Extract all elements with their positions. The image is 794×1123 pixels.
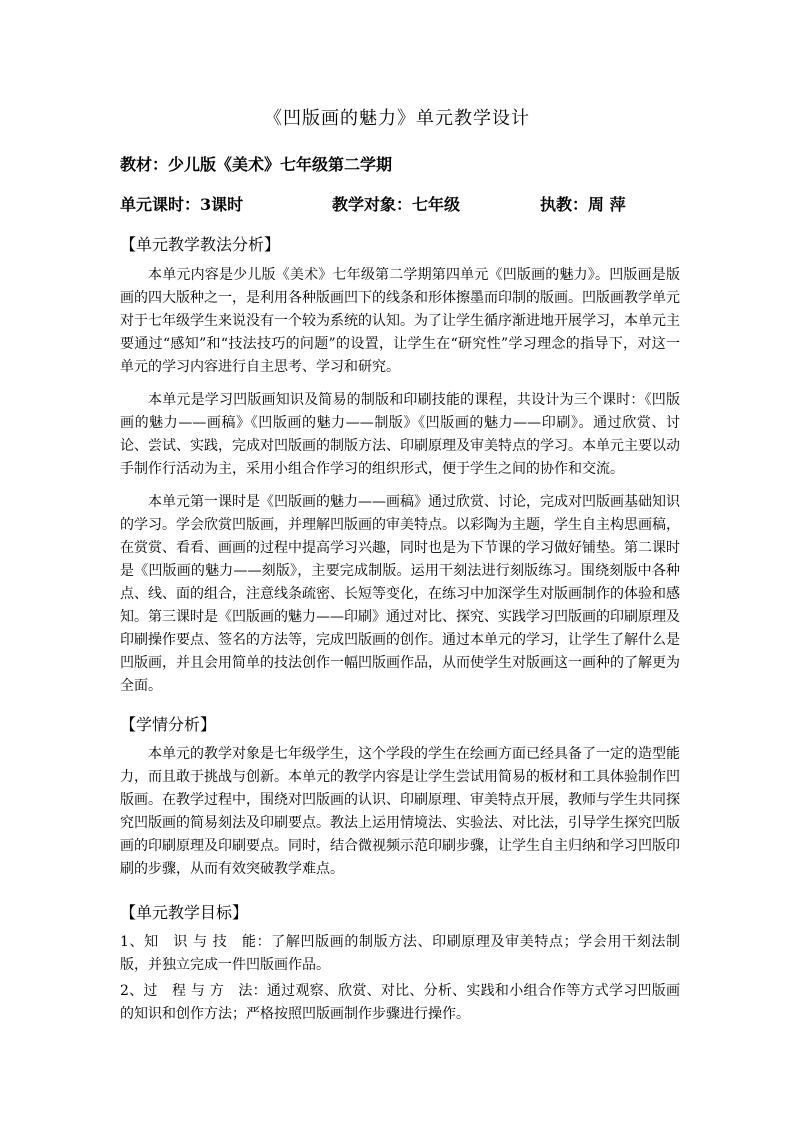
- analysis-paragraph-1: 本单元内容是少儿版《美术》七年级第二学期第四单元《凹版画的魅力》。凹版画是版画的四大版种之一，是利用各种版画凹下的线条和形体擦墨而印制的版画。凹版画教学单元对于七年级学生来说没有一个较为系统的认知。为了让学生循序渐进地开展学习，本单元主要通过“感知”和“技法技巧的问题”的设置，让学生在“研究性”学习理念的指导下，对这一单元的学习内容进行自主思考、学习和研究。: [120, 267, 680, 375]
- unit-hours: 单元课时：3课时: [120, 195, 244, 214]
- teacher-name: 执教：周 萍: [540, 195, 626, 214]
- textbook-line: 教材：少儿版《美术》七年级第二学期: [120, 155, 393, 174]
- goal-item-1: 1、知 识 与 技 能：了解凹版画的制版方法、印刷原理及审美特点；学会用干刻法制版，并独立完成一件凹版画作品。: [120, 934, 680, 973]
- section-heading-analysis: 【单元教学教法分析】: [120, 235, 281, 254]
- teaching-target: 教学对象：七年级: [332, 195, 461, 214]
- section-heading-learners: 【学情分析】: [120, 715, 217, 734]
- analysis-paragraph-3: 本单元第一课时是《凹版画的魅力——画稿》通过欣赏、讨论，完成对凹版画基础知识的学习。学会欣赏凹版画，并理解凹版画的审美特点。以彩陶为主题，学生自主构思画稿，在赏赏、看看、画画的过程中提高学习兴趣，同时也是为下节课的学习做好铺垫。第二课时是《凹版画的魅力——刻版》，主要完成制版。运用干刻法进行刻版练习。围绕刻版中各种点、线、面的组合，注意线条疏密、长短等变化，在练习中加深学生对版画制作的体验和感知。第三课时是《凹版画的魅力——印刷》通过对比、探究、实践学习凹版画的印刷原理及印刷操作要点、签名的方法等，完成凹版画的创作。通过本单元的学习，让学生了解什么是凹版画，并且会用简单的技法创作一幅凹版画作品，从而使学生对版画这一画种的了解更为全面。: [120, 494, 680, 694]
- goal-item-2: 2、过 程 与 方 法：通过观察、欣赏、对比、分析、实践和小组合作等方式学习凹版画的知识和创作方法；严格按照凹版画制作步骤进行操作。: [120, 983, 680, 1022]
- document-title: 《凹版画的魅力》单元教学设计: [264, 108, 530, 129]
- learners-paragraph: 本单元的教学对象是七年级学生，这个学段的学生在绘画方面已经具备了一定的造型能力，而且敢于挑战与创新。本单元的教学内容是让学生尝试用简易的板材和工具体验制作凹版画。在教学过程中，围绕对凹版画的认识、印刷原理、审美特点开展，教师与学生共同探究凹版画的简易刻法及印刷要点。教法上运用情境法、实验法、对比法，引导学生探究凹版画的印刷原理及印刷要点。同时，结合微视频示范印刷步骤，让学生自主归纳和学习凹版印刷的步骤，从而有效突破教学难点。: [120, 746, 680, 877]
- section-heading-goals: 【单元教学目标】: [120, 903, 249, 922]
- meta-row: [120, 192, 680, 214]
- analysis-paragraph-2: 本单元是学习凹版画知识及简易的制版和印刷技能的课程，共设计为三个课时：《凹版画的魅力——画稿》《凹版画的魅力——制版》《凹版画的魅力——印刷》。通过欣赏、讨论、尝试、实践，完成对凹版画的制版方法、印刷原理及审美特点的学习。本单元主要以动手制作行活动为主，采用小组合作学习的组织形式，便于学生之间的协作和交流。: [120, 392, 680, 477]
